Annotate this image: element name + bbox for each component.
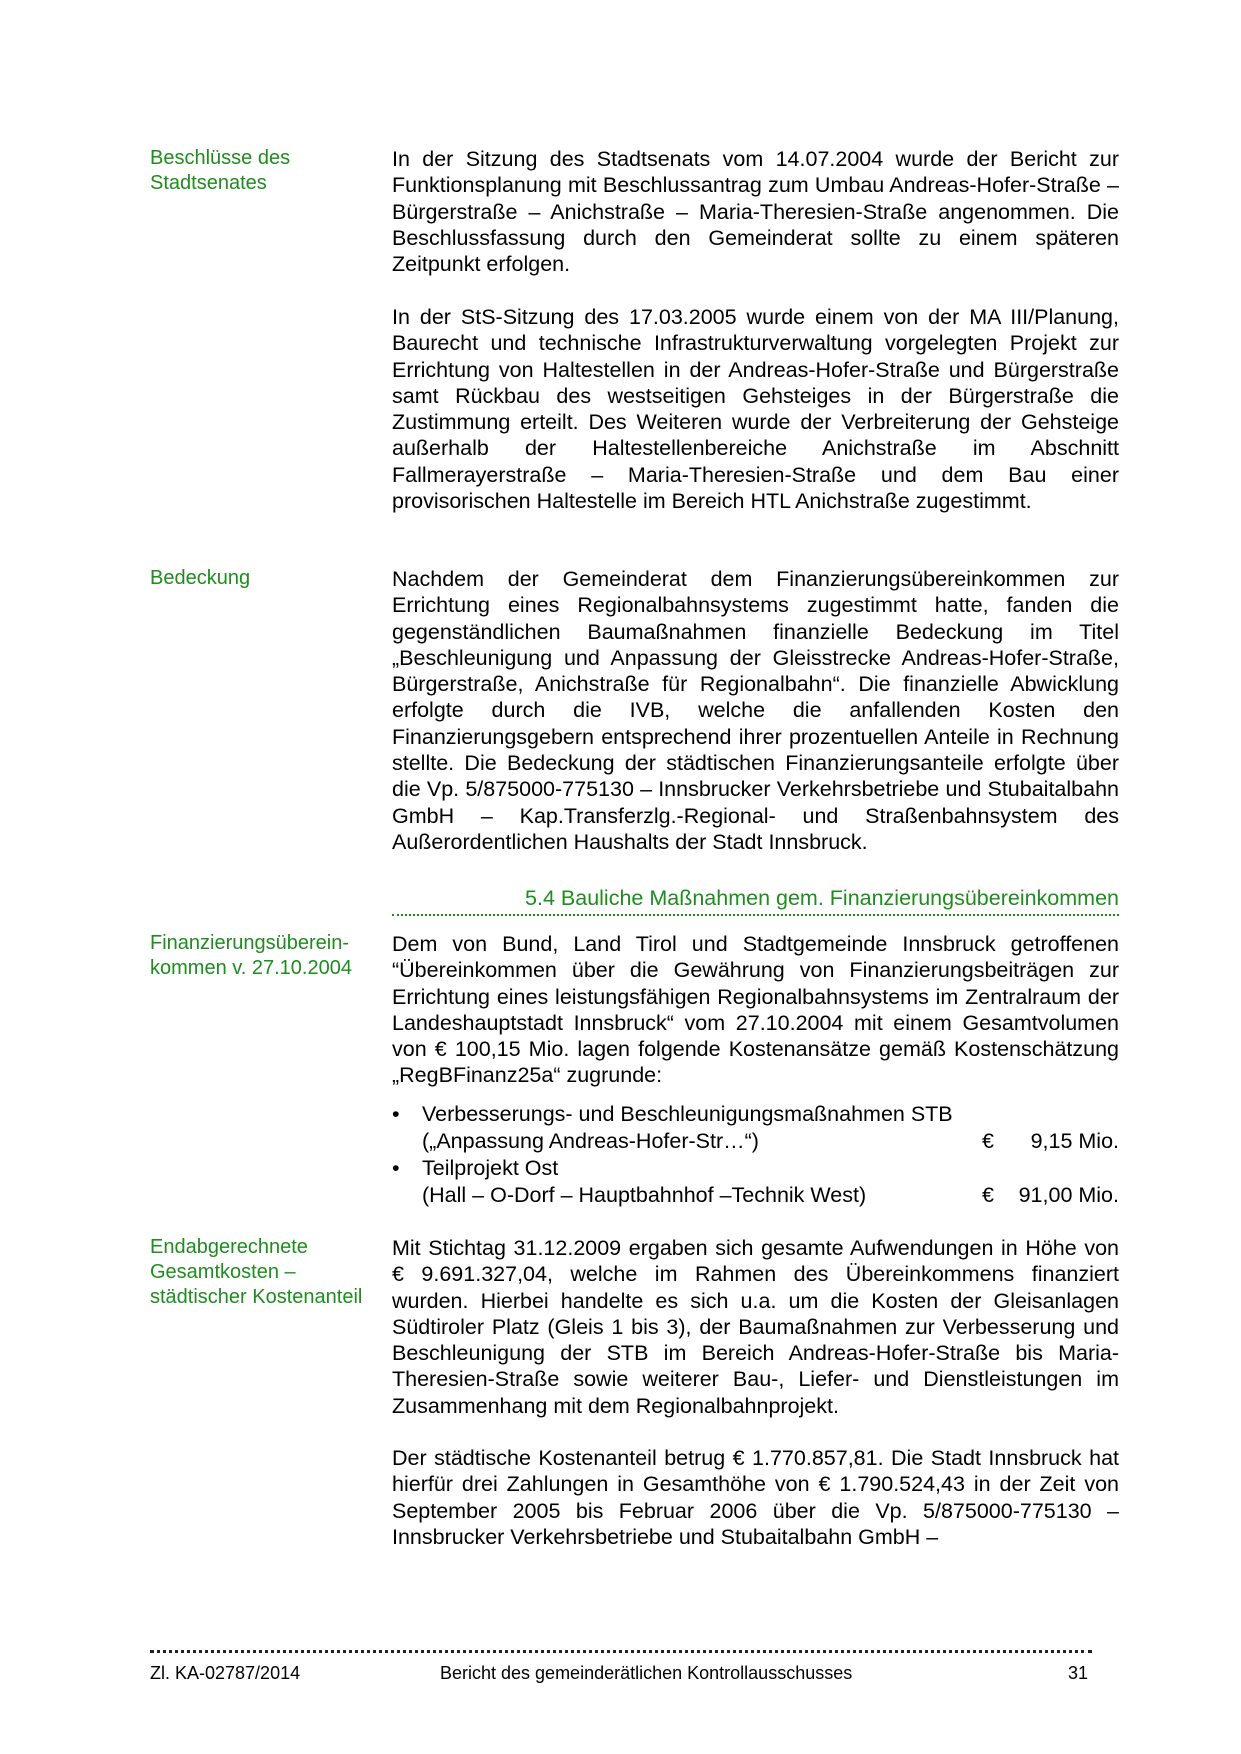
paragraph-sts-sitzung-2005: In der StS-Sitzung des 17.03.2005 wurde einem von der MA III/Planung, Baurecht und technische Infrastrukturverwaltung vorgelegten Projekt zur Errichtung von Haltestellen in der Andreas-Hofer-Straße und Bürgerstraße samt Rückbau des westseitigen Gehsteiges in der Bürgerstraße die Zustimmung erteilt. Des Weiteren wurde der Verbreiterung der Gehsteige außerhalb der Haltestellenbereiche Anichstraße im Abschnitt Fallmerayerstraße – Maria-Theresien-Straße und dem Bau einer provisorischen Haltestelle im Bereich HTL Anichstraße zugestimmt. xyxy=(392,305,1119,514)
margin-label-endabgerechnet xyxy=(150,1235,385,1310)
paragraph-aufwendungen: Mit Stichtag 31.12.2009 ergaben sich gesamte Aufwendungen in Höhe von € 9.691.327,04, welche im Rahmen des Übereinkommens finanziert wurden. Hierbei handelte es sich u.a. um die Kosten der Gleisanlagen Südtiroler Platz (Gleis 1 bis 3), der Baumaßnahmen zur Verbesserung und Beschleunigung der STB im Bereich Andreas-Hofer-Straße bis Maria-Theresien-Straße sowie weiterer Bau-, Liefer- und Dienstleistungen im Zusammenhang mit dem Regionalbahnprojekt. xyxy=(392,1236,1119,1418)
list-item-amount: 91,00 Mio. xyxy=(1018,1183,1119,1207)
margin-label-finanzierung xyxy=(150,931,385,981)
margin-label-line: Gesamtkosten – xyxy=(150,1261,296,1283)
margin-label-line: kommen v. 27.10.2004 xyxy=(150,957,352,979)
paragraph-uebereinkommen: Dem von Bund, Land Tirol und Stadtgemeinde Innsbruck getroffenen “Übereinkommen über die Gewährung von Finanzierungsbeiträgen zur Errichtung eines leistungsfähigen Regionalbahnsystems im Zentralraum der Landeshauptstadt Innsbruck“ vom 27.10.2004 mit einem Gesamtvolumen von € 100,15 Mio. lagen folgende Kostenansätze gemäß Kostenschätzung „RegBFinanz25a“ zugrunde: xyxy=(392,932,1119,1088)
list-item xyxy=(392,1155,1119,1209)
list-item-amount: 9,15 Mio. xyxy=(1030,1129,1119,1153)
margin-label-line: Beschlüsse des xyxy=(150,147,291,169)
list-item-detail: („Anpassung Andreas-Hofer-Str…“) xyxy=(422,1129,759,1153)
footer-reference: Zl. KA-02787/2014 xyxy=(150,1663,301,1683)
margin-label-bedeckung xyxy=(150,566,385,591)
page-number: 31 xyxy=(1068,1663,1089,1683)
margin-label-beschluesse xyxy=(150,146,385,196)
currency-symbol: € xyxy=(982,1183,994,1207)
list-item xyxy=(392,1101,1119,1155)
cost-list xyxy=(392,1101,1119,1209)
margin-label-line: Endabgerechnete xyxy=(150,1236,308,1258)
paragraph-bedeckung: Nachdem der Gemeinderat dem Finanzierungsübereinkommen zur Errichtung eines Regionalbahnsystems zugestimmt hatte, fanden die gegenständlichen Baumaßnahmen finanzielle Bedeckung im Titel „Beschleunigung und Anpassung der Gleisstrecke Andreas-Hofer-Straße, Bürgerstraße, Anichstraße für Regionalbahn“. Die finanzielle Abwicklung erfolgte durch die IVB, welche die anfallenden Kosten den Finanzierungsgebern entsprechend ihrer prozentuellen Anteile in Rechnung stellte. Die Bedeckung der städtischen Finanzierungsanteile erfolgte über die Vp. 5/875000-775130 – Innsbrucker Verkehrsbetriebe und Stubaitalbahn GmbH – Kap.Transferzlg.-Regional- und Straßenbahnsystem des Außerordentlichen Haushalts der Stadt Innsbruck. xyxy=(392,567,1119,854)
currency-symbol: € xyxy=(982,1129,994,1153)
list-item-title: Verbesserungs- und Beschleunigungsmaßnahmen STB xyxy=(422,1102,953,1126)
margin-label-line: Finanzierungsüberein- xyxy=(150,932,350,954)
bullet: • xyxy=(392,1102,400,1126)
list-item-detail: (Hall – O-Dorf – Hauptbahnhof –Technik West) xyxy=(422,1183,867,1207)
margin-label-line: städtischer Kostenanteil xyxy=(150,1286,363,1308)
section-heading: 5.4 Bauliche Maßnahmen gem. Finanzierungsübereinkommen xyxy=(392,885,1119,916)
margin-label-line: Stadtsenates xyxy=(150,172,267,194)
bullet: • xyxy=(392,1156,400,1180)
margin-label-line: Bedeckung xyxy=(150,567,251,589)
paragraph-kostenanteil: Der städtische Kostenanteil betrug € 1.770.857,81. Die Stadt Innsbruck hat hierfür drei Zahlungen in Gesamthöhe von € 1.790.524,43 in der Zeit von September 2005 bis Februar 2006 über die Vp. 5/875000-775130 – Innsbrucker Verkehrsbetriebe und Stubaitalbahn GmbH – xyxy=(392,1446,1119,1549)
footer-divider xyxy=(150,1650,1092,1653)
paragraph-stadtsenat-2004: In der Sitzung des Stadtsenats vom 14.07.2004 wurde der Bericht zur Funktionsplanung mit Beschlussantrag zum Umbau Andreas-Hofer-Straße – Bürgerstraße – Anichstraße – Maria-Theresien-Straße angenommen. Die Beschlussfassung durch den Gemeinderat sollte zu einem späteren Zeitpunkt erfolgen. xyxy=(392,147,1119,277)
list-item-title: Teilprojekt Ost xyxy=(422,1156,559,1180)
footer-title: Bericht des gemeinderätlichen Kontrollausschusses xyxy=(440,1663,853,1683)
